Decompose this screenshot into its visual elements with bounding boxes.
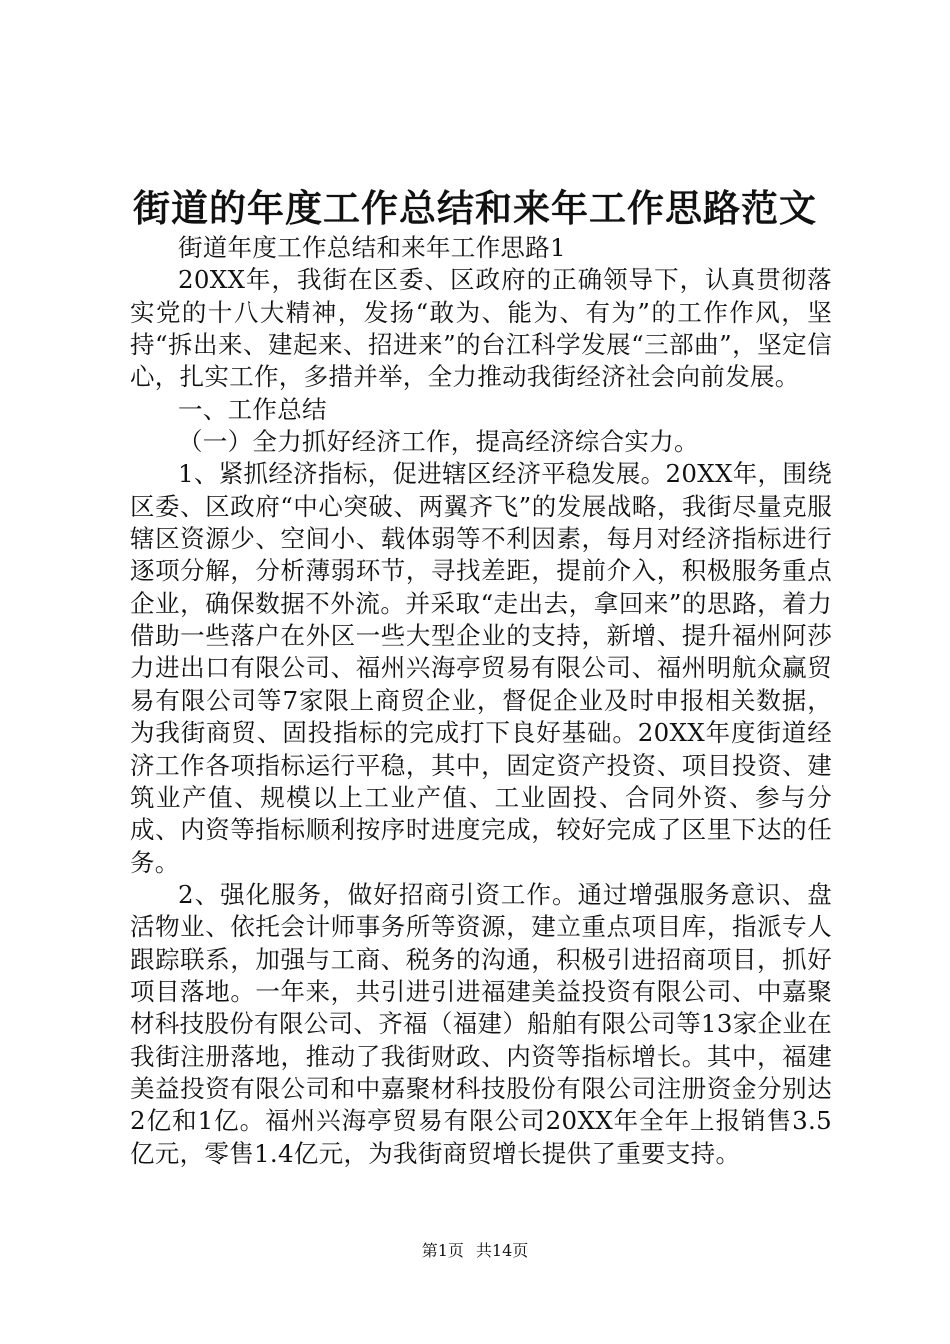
document-title: 街道的年度工作总结和来年工作思路范文 xyxy=(133,186,817,230)
document-body xyxy=(130,232,832,1170)
page-count: 共14页 xyxy=(475,1241,529,1260)
section-heading: 街道年度工作总结和来年工作思路1 xyxy=(178,233,566,262)
section-heading: 一、工作总结 xyxy=(178,394,327,424)
body-paragraph: 1、紧抓经济指标，促进辖区经济平稳发展。20XX年，围绕区委、区政府“中心突破、两翼齐飞”的发展战略，我街尽量克服辖区资源少、空间小、载体弱等不利因素，每月对经济指标进行逐项分解，分析薄弱环节，寻找差距，提前介入，积极服务重点企业，确保数据不外流。并采取“走出去，拿回来”的思路，着力借助一些落户在外区一些大型企业的支持，新增、提升福州阿莎力进出口有限公司、福州兴海亭贸易有限公司、福州明航众赢贸易有限公司等7家限上商贸企业，督促企业及时申报相关数据，为我街商贸、固投指标的完成打下良好基础。20XX年度街道经济工作各项指标运行平稳，其中，固定资产投资、项目投资、建筑业产值、规模以上工业产值、工业固投、合同外资、参与分成、内资等指标顺利按序时进度完成，较好完成了区里下达的任务。 xyxy=(130,459,833,877)
page-number: 第1页 xyxy=(421,1241,464,1260)
intro-paragraph: 20XX年，我街在区委、区政府的正确领导下，认真贯彻落实党的十八大精神，发扬“敢为、能为、有为”的工作作风，坚持“拆出来、建起来、招进来”的台江科学发展“三部曲”，坚定信心，扎实工作，多措并举，全力推动我街经济社会向前发展。 xyxy=(130,265,832,392)
page-footer xyxy=(0,1240,950,1262)
body-paragraph: 2、强化服务，做好招商引资工作。通过增强服务意识、盘活物业、依托会计师事务所等资源，建立重点项目库，指派专人跟踪联系，加强与工商、税务的沟通，积极引进招商项目，抓好项目落地。一年来，共引进引进福建美益投资有限公司、中嘉聚材科技股份有限公司、齐福（福建）船舶有限公司等13家企业在我街注册落地，推动了我街财政、内资等指标增长。其中，福建美益投资有限公司和中嘉聚材科技股份有限公司注册资金分别达2亿和1亿。福州兴海亭贸易有限公司20XX年全年上报销售3.5亿元，零售1.4亿元，为我街商贸增长提供了重要支持。 xyxy=(130,879,832,1168)
subsection-heading: （一）全力抓好经济工作，提高经济综合实力。 xyxy=(178,427,699,457)
